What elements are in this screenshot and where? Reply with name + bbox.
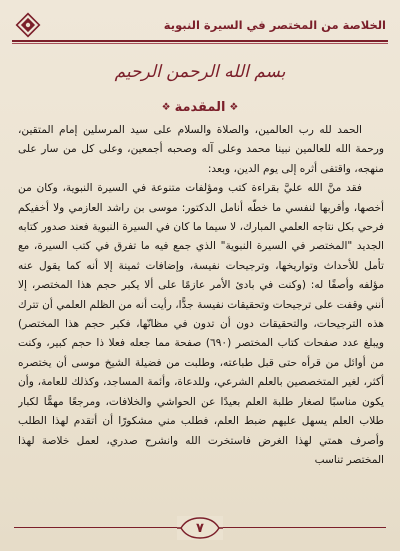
header-rule-thin [12,43,388,44]
paragraph-intro: الحمد لله رب العالمين، والصلاة والسلام على سيد المرسلين إمام المتقين، ورحمة الله للعالمين نبينا محمد وعلى آله وصحبه أجمعين، وعلى كل من سار على منهجه، واقتفى أثره إلى يوم الدين، وبعد: [18,124,384,175]
ornament-right-icon: ❖ [229,101,239,113]
ornament-icon [14,11,42,39]
page-number-ornament-icon [177,516,223,540]
header-rule [12,40,388,42]
page-footer [0,513,400,543]
paragraph-main: فقد منَّ الله عليَّ بقراءة كتب ومؤلفات متنوعة في السيرة النبوية، وكان من أخصها، وأقربها لنفسي ما خطّه أنامل الدكتور: موسى بن راشد العازمي ولا أخفيكم فرحي بكل نتاجه العلمي المبارك، لا سيما ما كان في السيرة النبوية فعند صدور كتابه الجديد "المختصر في السيرة النبوية" الذي جمع فيه ما تفرق في كتب السيرة، مع تأمل للأحداث وتواريخها، وترجيحات نفيسة، وإضافات ثمينة إلا أنه كما يقول عنه مؤلفه وأصفًا له: (وكنت في بادئ الأمر عازمًا على ألا يكبر حجم هذا المختصر، إلا أنني وقفت على ترجيحات وتحقيقات نفيسة جدًّا، رأيت أنه من الظلم العلمي أن تترك هذه الترجيحات، والتحقيقات دون أن تدون في مظانّها، فكبر حجم هذا المختصر) ويبلغ عدد صفحات كتاب المختصر (٦٩٠) صفحة مما جعله فعلا ذا حجم كبير، وكنت من أوائل من قرأه حتى قبل طباعته، وطلبت من فضيلة الشيخ موسى أن يختصره أكثر، لغير المتخصصين بالعلم الشرعي، وللدعاة، وأئمة المساجد، وكذلك للعامة، وأن يكون مناسبًا لصغار طلبة العلم بعيدًا عن الحواشي والخلافات، ومرجعًا مهمًّا لكبار طلاب العلم يسهل عليهم ضبط العلم، فطلب مني مشكورًا أن أتقدم لهذا الطلب وأصرف همتي لهذا الغرض فاستخرت الله وانشرح صدري، لعمل خلاصة لهذا المختصر تناسب [18,182,384,466]
page-number: ٧ [196,520,204,536]
ornament-left-icon: ❖ [161,101,171,113]
section-heading [0,96,400,118]
body-text [18,121,384,513]
page-number-frame [177,516,223,540]
page-header [14,10,386,40]
running-title: الخلاصة من المختصر في السيرة النبوية [163,18,386,32]
section-title: المقدمة [174,99,226,115]
basmala-calligraphy: بسم الله الرحمن الرحيم [114,62,286,82]
